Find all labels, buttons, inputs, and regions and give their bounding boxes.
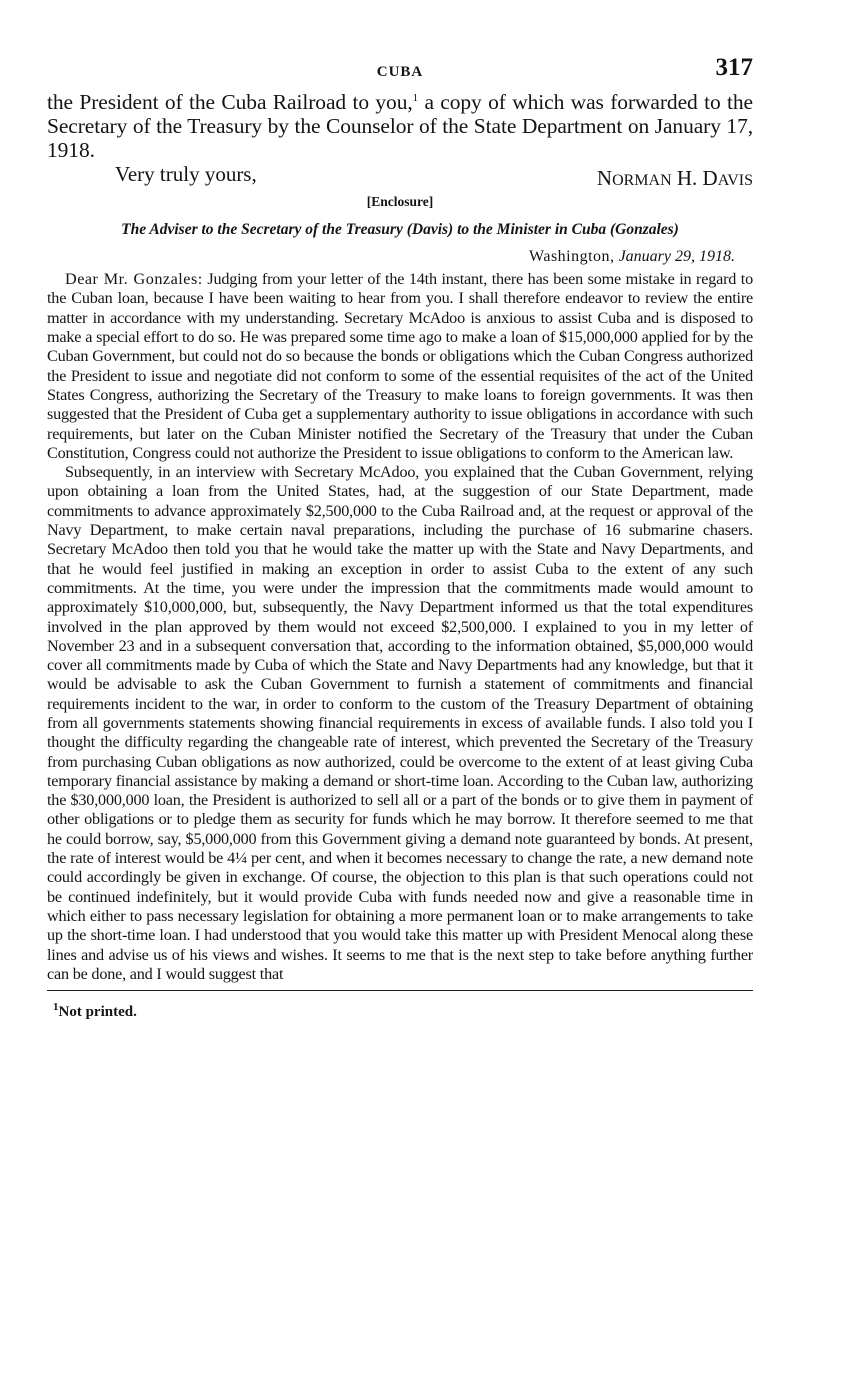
document-heading: The Adviser to the Secretary of the Treasury (Davis) to the Minister in Cuba (Gonzales) <box>121 221 679 239</box>
paragraph-1-text: Judging from your letter of the 14th instant, there has been some mistake in regard to the Cuban loan, because I have been waiting to hear from you. I shall therefore endeavor to review the entire matter in accordance with my understanding. Secretary McAdoo is anxious to assist Cuba and is disposed to make a special effort to do so. He was prepared some time ago to make a loan of $15,000,000 applied for by the Cuban Government, but could not do so because the bonds or obligations which the Cuban Congress authorized the President to issue and negotiate did not conform to some of the essential requisites of the act of the United States Congress, authorizing the Secretary of the Treasury to make loans to foreign governments. It was then suggested that the President of Cuba get a supplementary authority to issue obligations in accordance with such requirements, but later on the Cuban Minister notified the Secretary of the Treasury that under the Cuban Constitution, Congress could not authorize the President to issue obligations to conform to the American law. <box>47 270 753 462</box>
footnote-text: Not printed. <box>58 1004 137 1021</box>
complimentary-close: Very truly yours, <box>115 162 257 187</box>
running-head <box>47 52 753 86</box>
body-paragraph-2: Subsequently, in an interview with Secretary McAdoo, you explained that the Cuban Government, relying upon obtaining a loan from the United States, had, at the suggestion of our State Department, made commitments to advance approximately $2,500,000 to the Cuba Railroad and, at the request or approval of the Navy Department, to make certain naval preparations, including the purchase of 16 submarine chasers. Secretary McAdoo then told you that he would take the matter up with the State and Navy Departments, and that he would feel justified in making an exception in order to assist Cuba to the extent of any such commitments. At the time, you were under the impression that the commitments made would amount to approximately $10,000,000, but, subsequently, the Navy Department informed us that the total expenditures involved in the plan approved by them would not exceed $2,500,000. I explained to you in my letter of November 23 and in a subsequent conversation that, according to the information obtained, $5,000,000 would cover all commitments made by Cuba of which the State and Navy Departments had any knowledge, but that it would be advisable to ask the Cuban Government to furnish a statement of commitments and financial requirements incident to the war, in order to conform to the custom of the Treasury Department of obtaining from all governments statements showing financial requirements in excess of available funds. I also told you I thought the difficulty regarding the changeable rate of interest, which prevented the Secretary of the Treasury from purchasing Cuban obligations as now authorized, could be overcome to the extent of at least giving Cuba temporary financial assistance by making a demand or short-time loan. According to the Cuban law, authorizing the $30,000,000 loan, the President is authorized to sell all or a part of the bonds or to give them in payment of other obligations or to pledge them as security for funds which he may borrow. It therefore seemed to me that he could borrow, say, $5,000,000 from this Government giving a demand note guaranteed by bonds. At present, the rate of interest would be 4¼ per cent, and when it becomes necessary to change the rate, a new demand note could accordingly be given in exchange. Of course, the objection to this plan is that such operations could not be continued indefinitely, but it would provide Cuba with funds needed now and give a reasonable time in which either to pass necessary legislation for obtaining a more permanent loan or to make arrangements to take up the short-time loan. I had understood that you would take this matter up with President Menocal along these lines and advise us of his views and wishes. It seems to me that is the next step to take before anything further can be done, and I would suggest that <box>47 463 753 983</box>
dateline-date: January 29, 1918. <box>618 248 735 266</box>
dateline-place: Washington, <box>529 248 615 266</box>
salutation: Dear Mr. Gonzales: <box>65 270 203 289</box>
signature: NORMAN H. DAVIS <box>596 166 753 191</box>
footnote-rule <box>47 990 753 991</box>
footnote <box>47 1001 753 1021</box>
page-number: 317 <box>715 54 753 81</box>
dateline <box>47 248 753 266</box>
document-page <box>47 52 753 1021</box>
body-paragraph-1 <box>47 270 753 463</box>
footnote-marker: 1 <box>53 1001 59 1014</box>
enclosure-label: [Enclosure] <box>366 194 434 210</box>
running-title: CUBA <box>376 64 424 80</box>
footnote-reference: 1 <box>412 92 419 104</box>
letter-body <box>47 270 753 984</box>
continuation-text-start: the President of the Cuba Railroad to you, <box>47 90 413 115</box>
letter-continuation <box>47 86 753 162</box>
letter-closing <box>47 162 753 191</box>
continuation-text-end: a copy of which was forwarded to the Secretary of the Treasury by the Counselor of the State Department on January 17, 1918. <box>47 90 753 163</box>
